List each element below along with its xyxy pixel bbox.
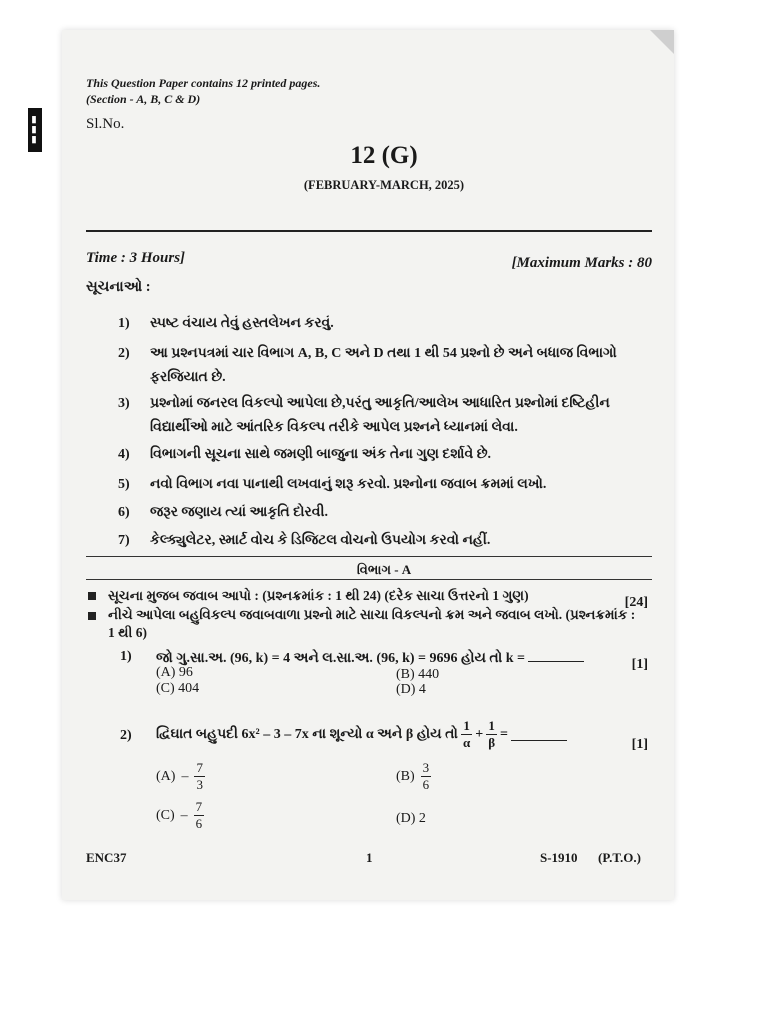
question-marks: [1] bbox=[631, 737, 648, 752]
option-a: (A) 96 bbox=[156, 665, 193, 680]
section-rule bbox=[86, 556, 652, 557]
header-rule bbox=[86, 230, 652, 232]
minus-sign: – bbox=[180, 807, 188, 823]
section-note: સૂચના મુજબ જવાબ આપો : (પ્રશ્નક્રમાંક : 1 થી 24) (દરેક સાચા ઉત્તરનો 1 ગુણ) bbox=[108, 588, 529, 603]
instruction-number: 3) bbox=[118, 396, 130, 411]
instruction-text: સ્પષ્ટ વંચાય તેવું હસ્તલેખન કરવું. bbox=[150, 316, 334, 331]
fraction-denominator: β bbox=[488, 735, 496, 750]
bullet-icon bbox=[88, 612, 96, 620]
question-marks: [1] bbox=[631, 657, 648, 672]
option-a bbox=[156, 760, 205, 793]
question-number: 1) bbox=[120, 649, 132, 664]
pages-note: This Question Paper contains 12 printed pages. bbox=[86, 76, 321, 90]
sections-note: (Section - A, B, C & D) bbox=[86, 92, 201, 106]
folded-corner bbox=[650, 30, 674, 54]
fraction-one-over-beta bbox=[486, 718, 497, 751]
fraction-numerator: 3 bbox=[422, 760, 430, 775]
option-label: (B) bbox=[396, 768, 415, 784]
instruction-text: નવો વિભાગ નવા પાનાથી લખવાનું શરૂ કરવો. પ્રશ્નોના જવાબ ક્રમમાં લખો. bbox=[150, 477, 547, 492]
mcq-note: નીચે આપેલા બહુવિકલ્પ જવાબવાળા પ્રશ્નો માટે સાચા વિકલ્પનો ક્રમ અને જવાબ લખો. (પ્રશ્નક્રમાંક : 1 થી 6) bbox=[108, 607, 636, 640]
bullet-icon bbox=[88, 592, 96, 600]
fraction-denominator: α bbox=[462, 735, 471, 750]
serial-number-label: Sl.No. bbox=[86, 116, 125, 132]
please-turn-over: (P.T.O.) bbox=[598, 850, 641, 865]
instruction-text: પ્રશ્નોમાં જનરલ વિકલ્પો આપેલા છે,પરંતુ આકૃતિ/આલેખ આધારિત પ્રશ્નોમાં દષ્ટિહીન વિદ્યાર્થીઓ માટે આંતરિક વિકલ્પ તરીકે આપેલ પ્રશ્નને ધ્યાનમાં લેવા. bbox=[150, 396, 610, 435]
option-label: (C) bbox=[156, 807, 175, 823]
question-text bbox=[156, 718, 567, 751]
instruction-item bbox=[118, 342, 658, 390]
option-d: (D) 2 bbox=[396, 811, 426, 826]
instruction-number: 1) bbox=[118, 316, 130, 331]
option-b: (B) 440 bbox=[396, 667, 440, 682]
instructions-heading: સૂચનાઓ : bbox=[86, 279, 151, 295]
option-c: (C) 404 bbox=[156, 681, 200, 696]
paper-reference: S-1910 bbox=[540, 850, 578, 865]
fraction-numerator: 7 bbox=[195, 799, 203, 814]
paper-title: 12 (G) bbox=[350, 142, 418, 169]
fraction-one-over-alpha bbox=[461, 718, 472, 751]
question-1-text: જો ગુ.સા.અ. (96, k) = 4 અને લ.સા.અ. (96, k) = 9696 હોય તો k = bbox=[156, 651, 525, 666]
maximum-marks: [Maximum Marks : 80 bbox=[511, 255, 652, 271]
instruction-text: જરૂર જણાય ત્યાં આકૃતિ દોરવી. bbox=[150, 505, 328, 520]
question-number: 2) bbox=[120, 728, 132, 743]
fraction-denominator: 6 bbox=[195, 816, 203, 831]
side-stamp-mark: ▮▮▮ bbox=[28, 108, 42, 152]
fraction-numerator: 7 bbox=[196, 760, 203, 775]
equals-sign: = bbox=[500, 726, 509, 742]
section-rule bbox=[86, 579, 652, 580]
instruction-item bbox=[118, 473, 658, 497]
fraction-numerator: 1 bbox=[463, 718, 470, 733]
instruction-number: 2) bbox=[118, 346, 130, 361]
option-fraction bbox=[194, 760, 205, 793]
instruction-item bbox=[118, 392, 658, 440]
instruction-item bbox=[118, 529, 658, 553]
instruction-item bbox=[118, 443, 658, 467]
minus-sign: – bbox=[181, 768, 189, 784]
fraction-denominator: 3 bbox=[196, 777, 203, 792]
time-allowed: Time : 3 Hours] bbox=[86, 250, 186, 266]
answer-blank bbox=[511, 728, 567, 741]
question-text bbox=[156, 649, 584, 667]
option-c bbox=[156, 799, 204, 832]
fraction-numerator: 1 bbox=[488, 718, 495, 733]
option-fraction bbox=[421, 760, 432, 793]
answer-blank bbox=[528, 649, 584, 662]
instruction-text: આ પ્રશ્નપત્રમાં ચાર વિભાગ A, B, C અને D તથા 1 થી 54 પ્રશ્નો છે અને બધાજ વિભાગો ફરજિયાત છે. bbox=[150, 346, 617, 385]
page-number: 1 bbox=[366, 850, 373, 865]
instruction-number: 7) bbox=[118, 533, 130, 548]
section-marks: [24] bbox=[624, 595, 648, 610]
option-label: (A) bbox=[156, 768, 176, 784]
option-b bbox=[396, 760, 431, 793]
instruction-number: 5) bbox=[118, 477, 130, 492]
instruction-text: કેલ્ક્યુલેટર, સ્માર્ટ વોચ કે ડિજિટલ વોચનો ઉપયોગ કરવો નહીં. bbox=[150, 533, 491, 548]
instruction-number: 4) bbox=[118, 447, 130, 462]
fraction-denominator: 6 bbox=[422, 777, 430, 792]
instruction-item bbox=[118, 312, 658, 336]
instruction-text: વિભાગની સૂચના સાથે જમણી બાજુના અંક તેના ગુણ દર્શાવે છે. bbox=[150, 447, 492, 462]
exam-session: (FEBRUARY-MARCH, 2025) bbox=[303, 178, 465, 192]
instruction-item bbox=[118, 501, 658, 525]
section-a-title: વિભાગ - A bbox=[356, 562, 412, 577]
instruction-number: 6) bbox=[118, 505, 130, 520]
paper-code: ENC37 bbox=[86, 850, 127, 865]
question-2-text: દ્વિઘાત બહુપદી 6x² – 3 – 7x ના શૂન્યો α અને β હોય તો bbox=[156, 726, 458, 742]
option-fraction bbox=[194, 799, 205, 832]
plus-sign: + bbox=[475, 726, 484, 742]
option-d: (D) 4 bbox=[396, 682, 426, 697]
